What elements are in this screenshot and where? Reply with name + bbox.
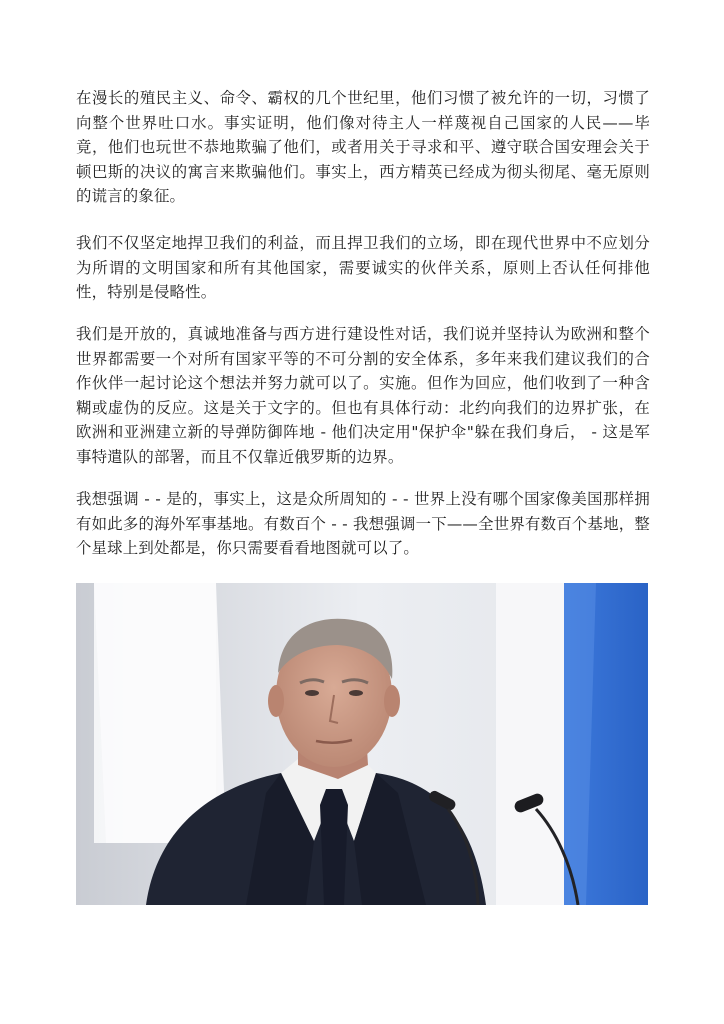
article-photo: [76, 583, 648, 905]
tie: [320, 789, 348, 905]
article-paragraph-4: 我想强调 - - 是的，事实上，这是众所周知的 - - 世界上没有哪个国家像美国那样拥有如此多的海外军事基地。有数百个 - - 我想强调一下——全世界有数百个基地，整个星球上到处都是，你只需要看看地图就可以了。: [76, 490, 650, 557]
flag-white-right: [496, 583, 566, 905]
article-paragraph-2: 我们不仅坚定地捍卫我们的利益，而且捍卫我们的立场，即在现代世界中不应划分为所谓的文明国家和所有其他国家，需要诚实的伙伴关系，原则上否认任何排他性，特别是侵略性。: [76, 234, 650, 301]
article-paragraph-1: 在漫长的殖民主义、命令、霸权的几个世纪里，他们习惯了被允许的一切，习惯了向整个世界吐口水。事实证明，他们像对待主人一样蔑视自己国家的人民——毕竟，他们也玩世不恭地欺骗了他们，或者用关于寻求和平、遵守联合国安理会关于顿巴斯的决议的寓言来欺骗他们。事实上，西方精英已经成为彻头彻尾、毫无原则的谎言的象征。: [76, 89, 650, 205]
article-paragraph-3: 我们是开放的，真诚地准备与西方进行建设性对话，我们说并坚持认为欧洲和整个世界都需要一个对所有国家平等的不可分割的安全体系，多年来我们建议我们的合作伙伴一起讨论这个想法并努力就可以了。实施。但作为回应，他们收到了一种含糊或虚伪的反应。这是关于文字的。但也有具体行动：北约向我们的边界扩张，在欧洲和亚洲建立新的导弹防御阵地 - 他们决定用"保护伞"躲在我们身后， - 这是军事特遣队的部署，而且不仅靠近俄罗斯的边界。: [76, 325, 650, 466]
speaker-photo-illustration: [76, 583, 648, 905]
